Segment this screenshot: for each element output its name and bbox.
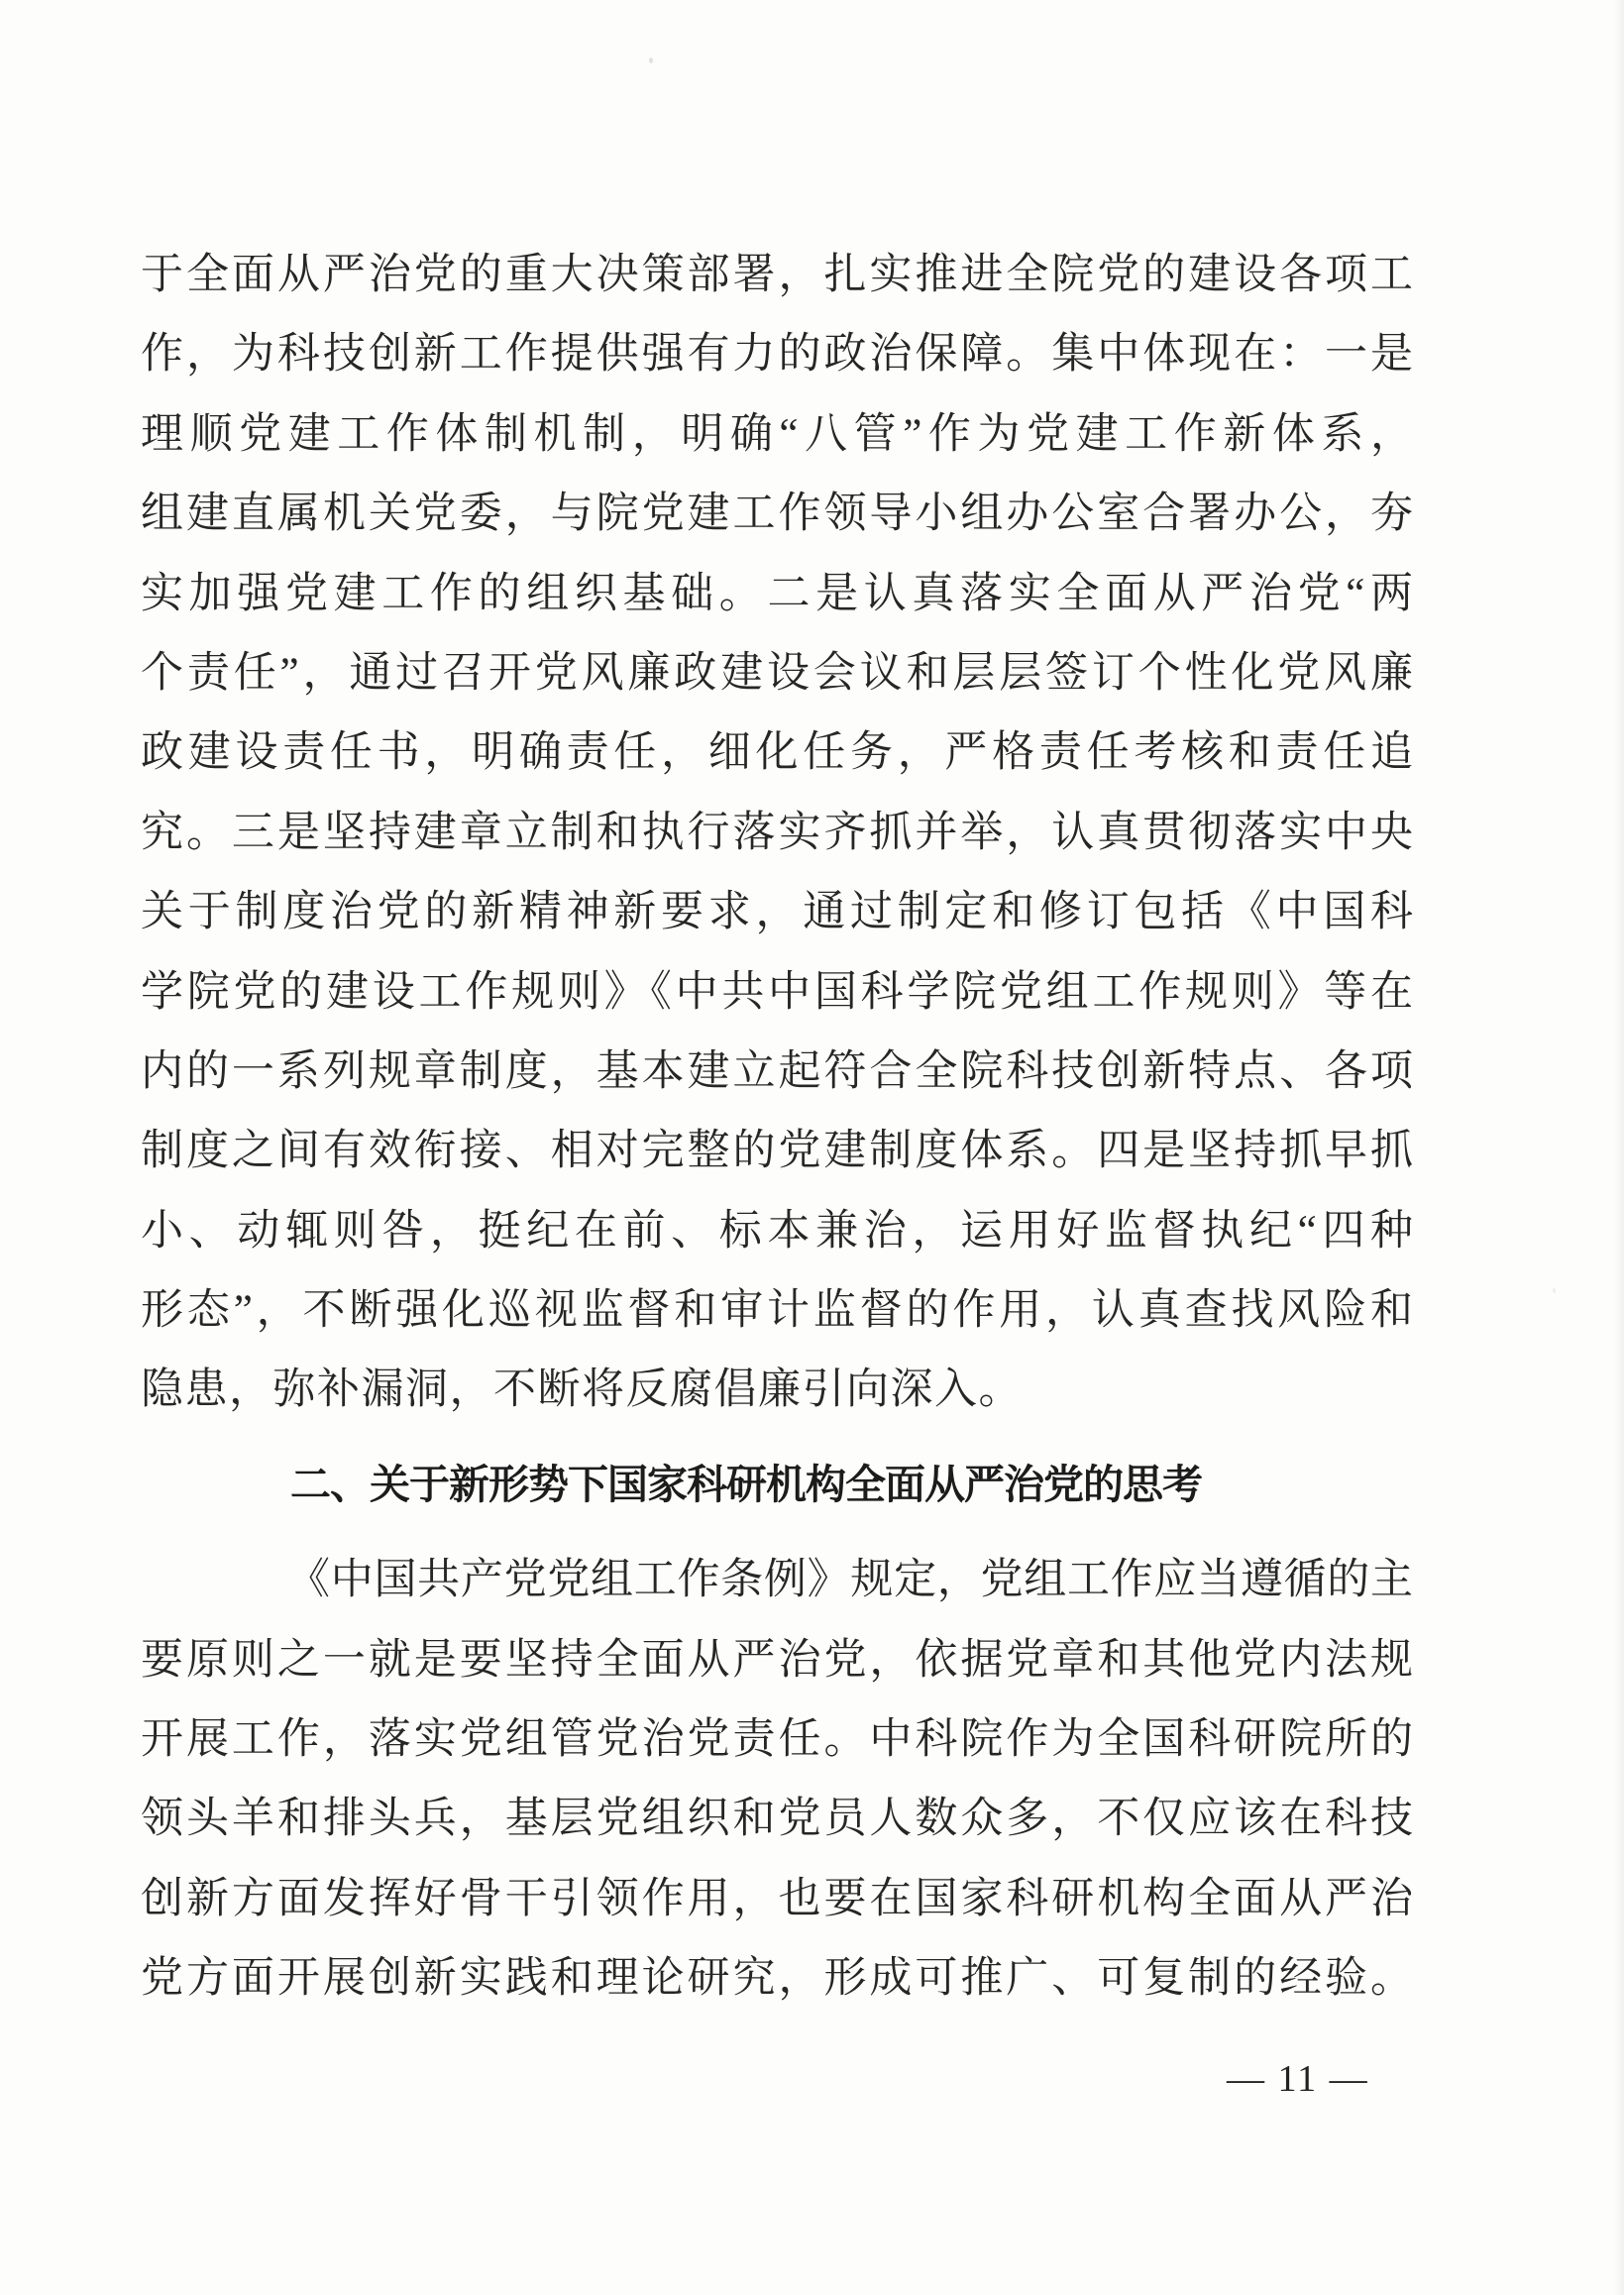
scan-speck [649,57,653,63]
body-line: 于全面从严治党的重大决策部署，扎实推进全院党的建设各项工 [141,252,1413,298]
body-line: 个责任”，通过召开党风廉政建设会议和层层签订个性化党风廉 [141,649,1413,697]
body-line: 内的一系列规章制度，基本建立起符合全院科技创新特点、各项 [141,1047,1413,1095]
body-line: 作，为科技创新工作提供强有力的政治保障。集中体现在：一是 [141,331,1413,379]
body-line: 政建设责任书，明确责任，细化任务，严格责任考核和责任追 [141,729,1413,777]
body-line: 学院党的建设工作规则》《中共中国科学院党组工作规则》等在 [141,968,1413,1016]
body-line: 制度之间有效衔接、相对完整的党建制度体系。四是坚持抓早抓 [141,1128,1413,1175]
text-block [141,236,1413,2020]
body-line: 开展工作，落实党组管党治党责任。中科院作为全国科研院所的 [141,1716,1413,1764]
scan-speck [1553,1288,1556,1293]
body-line: 党方面开展创新实践和理论研究，形成可推广、可复制的经验。 [141,1955,1413,2003]
scan-edge-shadow [1614,0,1624,2295]
section-heading: 二、关于新形势下国家科研机构全面从严治党的思考 [290,1461,1202,1507]
body-line: 理顺党建工作体制机制，明确“八管”作为党建工作新体系， [141,410,1413,458]
body-line: 究。三是坚持建章立制和执行落实齐抓并举，认真贯彻落实中央 [141,809,1413,856]
body-line: 领头羊和排头兵，基层党组织和党员人数众多，不仅应该在科技 [141,1796,1413,1843]
body-line: 组建直属机关党委，与院党建工作领导小组办公室合署办公，夯 [141,491,1413,538]
body-line: 创新方面发挥好骨干引领作用，也要在国家科研机构全面从严治 [141,1875,1413,1922]
body-line: 实加强党建工作的组织基础。二是认真落实全面从严治党“两 [141,570,1413,617]
body-line: 隐患，弥补漏洞，不断将反腐倡廉引向深入。 [141,1366,1023,1414]
body-line: 形态”，不断强化巡视监督和审计监督的作用，认真查找风险和 [141,1287,1413,1335]
body-line: 《中国共产党党组工作条例》规定，党组工作应当遵循的主 [287,1557,1413,1604]
body-line: 关于制度治党的新精神新要求，通过制定和修订包括《中国科 [141,889,1413,936]
page-number: — 11 — [1227,2058,1369,2100]
body-line: 小、动辄则咎，挺纪在前、标本兼治，运用好监督执纪“四种 [141,1207,1413,1255]
body-line: 要原则之一就是要坚持全面从严治党，依据党章和其他党内法规 [141,1636,1413,1684]
scan-speck [348,264,351,267]
